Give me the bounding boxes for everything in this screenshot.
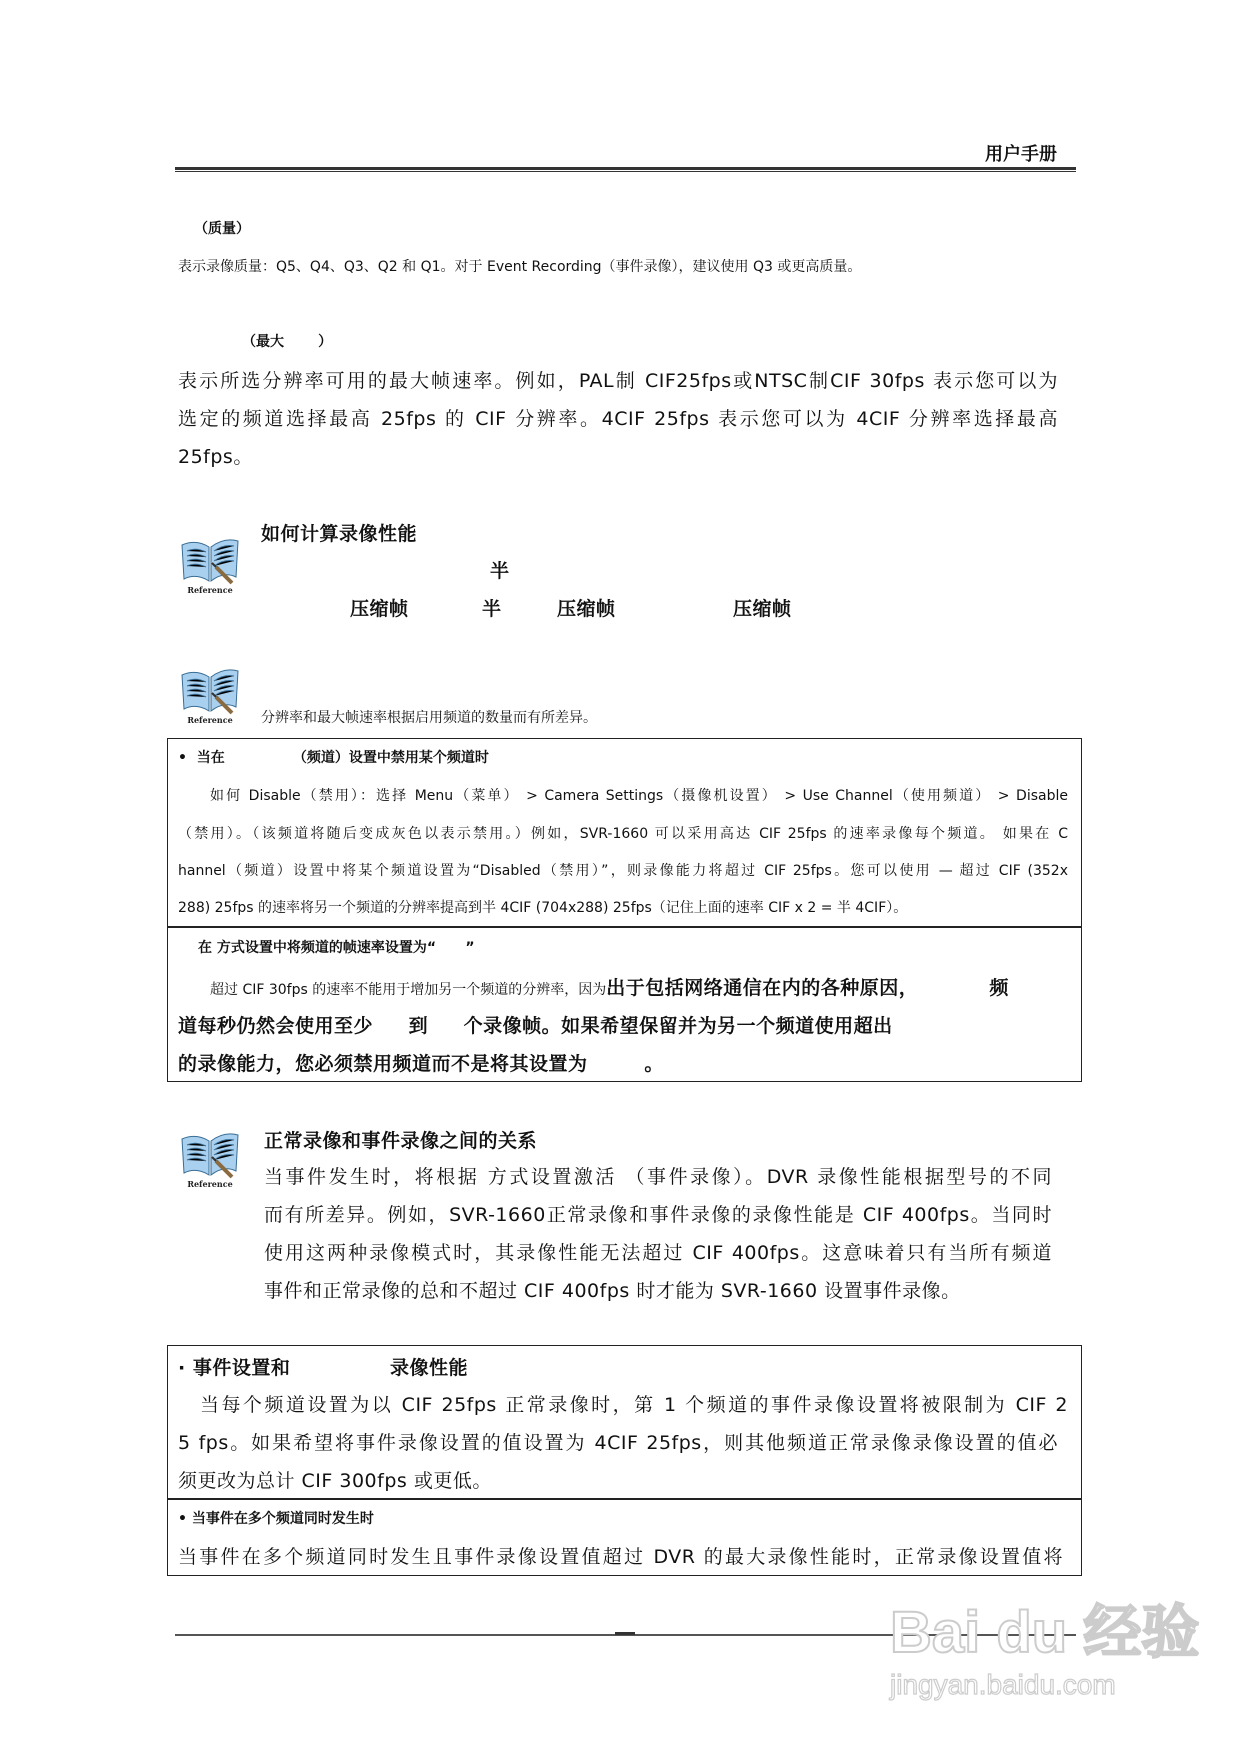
max-fps-line: 表示所选分辨率可用的最大帧速率。例如，PAL制 CIF25fps或NTSC制CIF 30fps 表示您可以为: [178, 370, 1058, 392]
box1-line: hannel（频道）设置中将某个频道设置为“Disabled（禁用）”，则录像能力将超过 CIF 25fps。您可以使用 — 超过 CIF (352x: [178, 863, 1068, 879]
reference-label: Reference: [187, 585, 233, 595]
calc-half: 半: [490, 560, 510, 582]
box1-title: • 当在 （频道）设置中禁用某个频道时: [178, 750, 489, 766]
calc-term: 压缩帧: [350, 598, 409, 620]
header-rule: [175, 167, 1076, 170]
box2-line2: 道每秒仍然会使用至少 到 个录像帧。如果希望保留并为另一个频道使用超出: [178, 1015, 893, 1037]
box2-title: 在 方式设置中将频道的帧速率设置为“ ”: [198, 940, 475, 956]
calc-term: 压缩帧: [733, 598, 792, 620]
relation-line: 当事件发生时，将根据 方式设置激活 （事件录像）。DVR 录像性能根据型号的不同: [264, 1166, 1052, 1188]
header-rule-thin: [175, 171, 1076, 172]
header-title: 用户手册: [985, 144, 1057, 165]
reference-book-icon: [178, 1131, 242, 1191]
box2-line1-bold: 出于包括网络通信在内的各种原因， 频: [606, 977, 1009, 999]
max-fps-line: 选定的频道选择最高 25fps 的 CIF 分辨率。4CIF 25fps 表示您可以为 4CIF 分辨率选择最高: [178, 408, 1058, 430]
box2-line3: 的录像能力，您必须禁用频道而不是将其设置为 。: [178, 1053, 664, 1075]
box1-line: 如何 Disable（禁用）：选择 Menu（菜单） > Camera Settings（摄像机设置） > Use Channel（使用频道） > Disable: [210, 788, 1068, 804]
note-text: 分辨率和最大帧速率根据启用频道的数量而有所差异。: [261, 710, 597, 726]
relation-line: 而有所差异。例如，SVR-1660正常录像和事件录像的录像性能是 CIF 400fps。当同时: [264, 1204, 1052, 1226]
box2-line1: [210, 973, 1009, 1000]
relation-title: 正常录像和事件录像之间的关系: [264, 1130, 538, 1152]
box2-line1-small: 超过 CIF 30fps 的速率不能用于增加另一个频道的分辨率，因为: [210, 982, 607, 998]
box3-line: 当每个频道设置为以 CIF 25fps 正常录像时，第 1 个频道的事件录像设置将被限制为 CIF 2: [200, 1394, 1068, 1416]
box3-line: 须更改为总计 CIF 300fps 或更低。: [178, 1470, 492, 1492]
calc-term: 压缩帧: [557, 598, 616, 620]
reference-label: Reference: [187, 1179, 233, 1189]
box4-line: 当事件在多个频道同时发生且事件录像设置值超过 DVR 的最大录像性能时，正常录像设置值将: [178, 1546, 1063, 1568]
relation-line: 事件和正常录像的总和不超过 CIF 400fps 时才能为 SVR-1660 设置事件录像。: [264, 1280, 961, 1302]
footer-page-mark: [615, 1632, 635, 1635]
quality-label: （质量）: [194, 221, 250, 237]
box4-title: • 当事件在多个频道同时发生时: [178, 1511, 374, 1527]
calc-title: 如何计算录像性能: [261, 523, 418, 545]
max-fps-line: 25fps。: [178, 446, 253, 468]
quality-text: 表示录像质量：Q5、Q4、Q3、Q2 和 Q1。对于 Event Recording（事件录像），建议使用 Q3 或更高质量。: [178, 259, 862, 275]
box1-line: （禁用）。（该频道将随后变成灰色以表示禁用。）例如，SVR-1660 可以采用高达 CIF 25fps 的速率录像每个频道。 如果在 C: [178, 826, 1068, 842]
relation-line: 使用这两种录像模式时，其录像性能无法超过 CIF 400fps。这意味着只有当所有频道: [264, 1242, 1052, 1264]
box1-line: 288) 25fps 的速率将另一个频道的分辨率提高到半 4CIF (704x288) 25fps（记住上面的速率 CIF x 2 = 半 4CIF）。: [178, 900, 908, 916]
reference-book-icon: [178, 667, 242, 727]
box3-line: 5 fps。如果希望将事件录像设置的值设置为 4CIF 25fps，则其他频道正常录像录像设置的值必: [178, 1432, 1058, 1454]
reference-book-icon: [178, 537, 242, 597]
box3-title: · 事件设置和 录像性能: [178, 1357, 468, 1379]
watermark-brand: Bai du 经验: [890, 1600, 1200, 1665]
watermark-url: jingyan.baidu.com: [890, 1669, 1116, 1700]
max-fps-label: （最大 ）: [242, 334, 333, 350]
reference-label: Reference: [187, 715, 233, 725]
baidu-watermark: [890, 1585, 1199, 1701]
calc-term: 半: [482, 598, 502, 620]
